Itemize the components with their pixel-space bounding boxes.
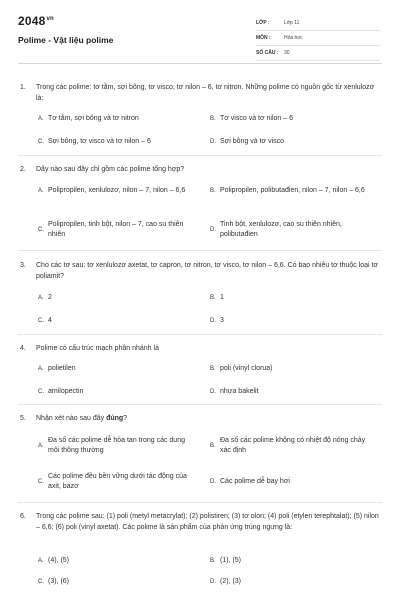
option-a[interactable] <box>38 364 76 374</box>
option-letter: A. <box>38 295 44 301</box>
option-text: amilopectin <box>48 388 84 395</box>
option-letter: B. <box>210 443 216 449</box>
option-a[interactable] <box>38 556 69 566</box>
option-d[interactable] <box>210 387 259 397</box>
page-title: Polime - Vật liệu polime <box>18 35 114 45</box>
question-stem: Trong các polime: tơ tằm, sợi bông, tơ visco, tơ nilon – 6, tơ nitron. Những polime có nguồn gốc từ xenlulozơ là: <box>36 84 375 102</box>
site-logo[interactable] <box>18 14 54 28</box>
option-text: Polipropilen, polibutađien, nilon – 7, nilon – 6,6 <box>220 187 365 194</box>
option-text: Polipropilen, tinh bột, nilon – 7, cao su thiên nhiên <box>48 221 184 238</box>
option-text: (3), (6) <box>48 578 69 585</box>
option-c[interactable] <box>38 220 203 240</box>
question-stem-text: Nhận xét nào sau đây <box>36 415 107 422</box>
question-5 <box>0 413 400 424</box>
option-b[interactable] <box>210 114 380 124</box>
question-number: 6. <box>20 513 26 520</box>
option-letter: C. <box>38 227 44 233</box>
option-letter: B. <box>210 295 216 301</box>
question-6 <box>0 511 400 533</box>
option-letter: B. <box>210 366 216 372</box>
meta-label: MÔN : <box>256 35 271 41</box>
option-d[interactable] <box>210 477 380 487</box>
meta-value: Hóa học <box>284 35 303 41</box>
option-text: 3 <box>220 317 224 324</box>
option-text: Tơ tằm, sợi bông và tơ nitron <box>48 115 139 122</box>
question-divider <box>18 250 382 251</box>
question-stem: Polime có cấu trúc mạch phân nhánh là <box>36 345 159 352</box>
option-text: (1), (5) <box>220 557 241 564</box>
header-divider <box>18 63 382 64</box>
option-b[interactable] <box>210 556 241 566</box>
option-a[interactable] <box>38 436 203 456</box>
header <box>0 0 400 62</box>
question-stem: Cho các tơ sau: tơ xenlulozơ axetat, tơ capron, tơ nitron, tơ visco, tơ nilon – 6,6. Có bao nhiêu tơ thuộc loại tơ poliamit? <box>36 262 379 280</box>
meta-row-count <box>256 46 380 61</box>
option-c[interactable] <box>38 472 203 492</box>
option-b[interactable] <box>210 293 224 303</box>
option-a[interactable] <box>38 293 52 303</box>
option-letter: A. <box>38 558 44 564</box>
meta-row-class <box>256 16 380 31</box>
option-letter: B. <box>210 188 216 194</box>
option-text: poli (vinyl clorua) <box>220 365 273 372</box>
option-b[interactable] <box>210 436 380 456</box>
option-letter: D. <box>210 227 216 233</box>
option-text: Các polime dễ bay hơi <box>220 478 290 485</box>
option-letter: D. <box>210 479 216 485</box>
question-number: 2. <box>20 166 26 173</box>
option-letter: C. <box>38 389 44 395</box>
question-stem: Dãy nào sau đây chỉ gồm các polime tổng hợp? <box>36 166 185 173</box>
option-text: 1 <box>220 294 224 301</box>
question-3 <box>0 260 400 282</box>
option-letter: A. <box>38 116 44 122</box>
logo-text: 2048 <box>18 14 46 28</box>
option-text: Các polime đều bền vững dưới tác động của axit, bazơ <box>48 473 187 490</box>
option-d[interactable] <box>210 577 241 587</box>
option-text: Tinh bột, xenlulozơ, cao su thiên nhiên, polibutađien <box>220 221 342 238</box>
question-4 <box>0 343 400 354</box>
option-a[interactable] <box>38 114 198 124</box>
option-text: Sợi bông và tơ visco <box>220 138 285 145</box>
option-b[interactable] <box>210 186 380 196</box>
option-text: nhựa bakelit <box>220 388 259 395</box>
option-c[interactable] <box>38 577 69 587</box>
option-d[interactable] <box>210 316 224 326</box>
option-c[interactable] <box>38 316 52 326</box>
option-c[interactable] <box>38 387 83 397</box>
option-text: (2), (3) <box>220 578 241 585</box>
question-1 <box>0 82 400 104</box>
option-letter: A. <box>38 188 44 194</box>
option-letter: B. <box>210 558 216 564</box>
meta-value: 30 <box>284 50 290 56</box>
option-letter: A. <box>38 443 44 449</box>
option-letter: C. <box>38 139 44 145</box>
option-text: 2 <box>48 294 52 301</box>
option-text: Tơ visco và tơ nilon – 6 <box>220 115 293 122</box>
option-d[interactable] <box>210 220 380 240</box>
question-number: 3. <box>20 262 26 269</box>
option-letter: D. <box>210 389 216 395</box>
question-stem-end: ? <box>123 415 128 422</box>
option-letter: D. <box>210 139 216 145</box>
option-text: (4), (5) <box>48 557 69 564</box>
meta-label: SỐ CÂU : <box>256 50 279 56</box>
option-letter: A. <box>38 366 44 372</box>
question-divider <box>18 502 382 503</box>
option-letter: C. <box>38 318 44 324</box>
question-number: 5. <box>20 415 26 422</box>
option-c[interactable] <box>38 137 198 147</box>
meta-value: Lớp 11 <box>284 20 300 26</box>
question-divider <box>18 155 382 156</box>
question-stem: Trong các polime sau: (1) poli (metyl metacrylat); (2) polistiren; (3) tơ olon; (4) poli (etylen terephtalat); (5) nilon – 6,6; (6) poli (vinyl axetat). Các polime là sản phẩm của phản ứng trùng ngưng là: <box>36 513 379 531</box>
option-text: 4 <box>48 317 52 324</box>
question-divider <box>18 404 382 405</box>
option-letter: C. <box>38 579 44 585</box>
question-divider <box>18 334 382 335</box>
meta-row-subject <box>256 31 380 46</box>
option-text: Polipropilen, xenlulozơ, nilon – 7, nilon – 6,6 <box>48 187 186 194</box>
logo-suffix: vn <box>46 16 54 22</box>
question-stem <box>36 413 382 424</box>
option-letter: B. <box>210 116 216 122</box>
option-text: polietilen <box>48 365 76 372</box>
question-stem-emphasis: đúng <box>106 415 124 422</box>
meta-panel <box>256 16 380 61</box>
option-letter: C. <box>38 479 44 485</box>
meta-label: LỚP : <box>256 20 270 26</box>
option-text: Đa số các polime không có nhiệt độ nóng chảy xác định <box>220 437 366 454</box>
option-b[interactable] <box>210 364 273 374</box>
option-text: Đa số các polime dễ hòa tan trong các dung môi thông thường <box>48 437 185 454</box>
option-text: Sợi bông, tơ visco và tơ nilon – 6 <box>48 138 151 145</box>
option-letter: D. <box>210 318 216 324</box>
option-letter: D. <box>210 579 216 585</box>
question-2 <box>0 164 400 175</box>
question-number: 1. <box>20 84 26 91</box>
option-d[interactable] <box>210 137 380 147</box>
question-number: 4. <box>20 345 26 352</box>
option-a[interactable] <box>38 186 203 196</box>
